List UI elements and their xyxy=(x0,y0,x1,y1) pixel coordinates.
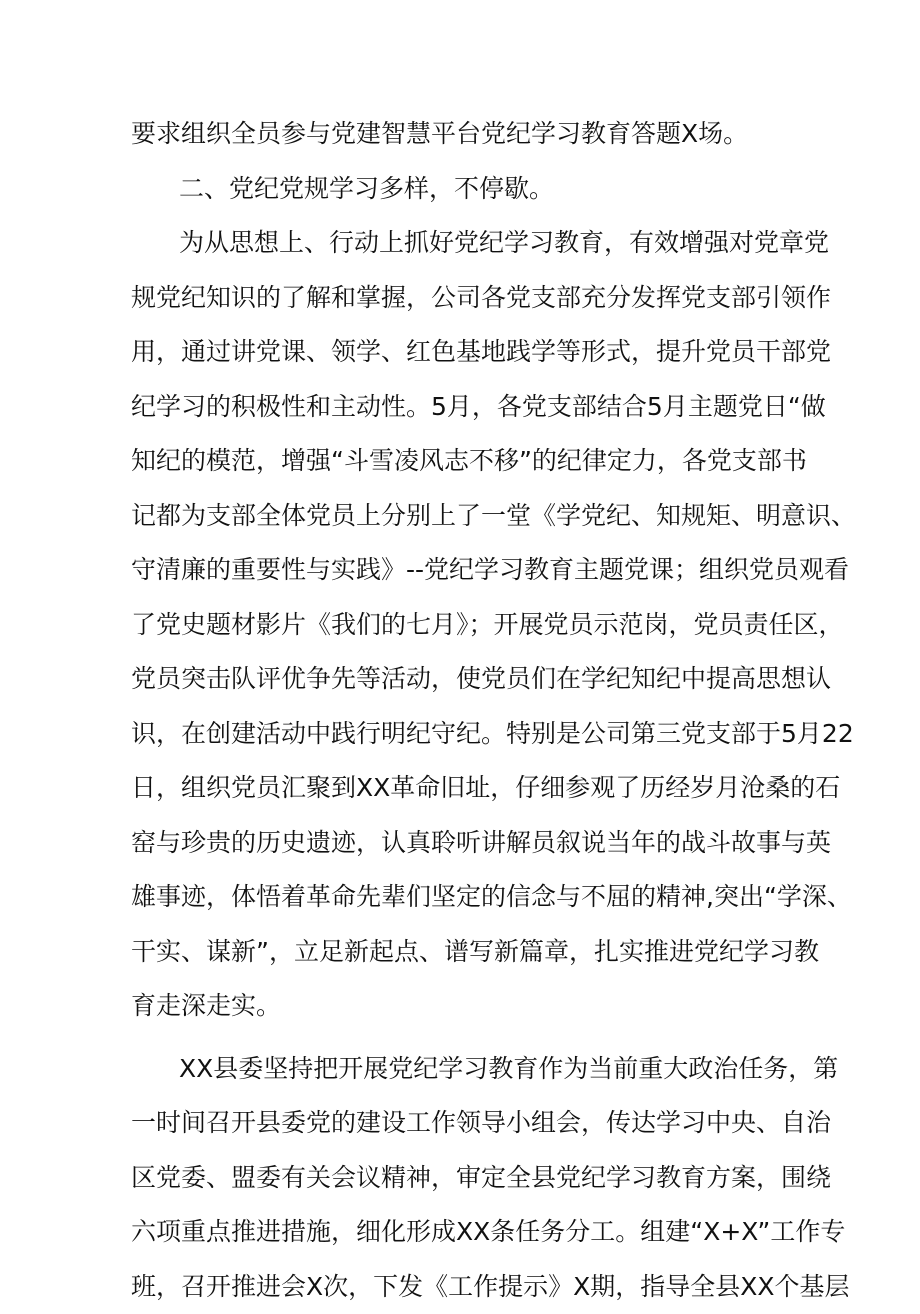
paragraph-spacer xyxy=(131,1034,803,1042)
paragraph-line: 规党纪知识的了解和掌握，公司各党支部充分发挥党支部引领作 xyxy=(131,271,803,326)
paragraph-line: 了党史题材影片《我们的七月》；开展党员示范岗，党员责任区， xyxy=(131,598,803,653)
paragraph-line: 为从思想上、行动上抓好党纪学习教育，有效增强对党章党 xyxy=(131,216,803,271)
paragraph-line: 一时间召开县委党的建设工作领导小组会，传达学习中央、自治 xyxy=(131,1096,803,1151)
paragraph-line: 党员突击队评优争先等活动，使党员们在学纪知纪中提高思想认 xyxy=(131,652,803,707)
paragraph-line: 区党委、盟委有关会议精神，审定全县党纪学习教育方案，围绕 xyxy=(131,1151,803,1206)
paragraph-line: 干实、谋新”，立足新起点、谱写新篇章，扎实推进党纪学习教 xyxy=(131,925,803,980)
paragraph-party-discipline-study xyxy=(131,216,803,1034)
document-body xyxy=(131,107,803,1314)
paragraph-line: 识，在创建活动中践行明纪守纪。特别是公司第三党支部于5月22 xyxy=(131,707,803,762)
paragraph-line: 用，通过讲党课、领学、红色基地践学等形式，提升党员干部党 xyxy=(131,325,803,380)
paragraph-line: XX县委坚持把开展党纪学习教育作为当前重大政治任务，第 xyxy=(131,1042,803,1097)
paragraph-county-committee xyxy=(131,1042,803,1314)
paragraph-line: 日，组织党员汇聚到XX革命旧址，仔细参观了历经岁月沧桑的石 xyxy=(131,761,803,816)
paragraph-line: 班，召开推进会X次，下发《工作提示》X期，指导全县XX个基层 xyxy=(131,1260,803,1314)
section-heading: 二、党纪党规学习多样，不停歇。 xyxy=(131,162,803,217)
paragraph-line: 记都为支部全体党员上分别上了一堂《学党纪、知规矩、明意识、 xyxy=(131,489,803,544)
paragraph-line: 守清廉的重要性与实践》--党纪学习教育主题党课；组织党员观看 xyxy=(131,543,803,598)
paragraph-line: 雄事迹，体悟着革命先辈们坚定的信念与不屈的精神,突出“学深、 xyxy=(131,870,803,925)
paragraph-line: 纪学习的积极性和主动性。5月，各党支部结合5月主题党日“做 xyxy=(131,380,803,435)
paragraph-line: 知纪的模范，增强“斗雪凌风志不移”的纪律定力，各党支部书 xyxy=(131,434,803,489)
paragraph-line: 窑与珍贵的历史遗迹，认真聆听讲解员叙说当年的战斗故事与英 xyxy=(131,816,803,871)
paragraph-line: 六项重点推进措施，细化形成XX条任务分工。组建“X+X”工作专 xyxy=(131,1205,803,1260)
paragraph-line: 要求组织全员参与党建智慧平台党纪学习教育答题X场。 xyxy=(131,107,803,162)
paragraph-line: 育走深走实。 xyxy=(131,979,803,1034)
